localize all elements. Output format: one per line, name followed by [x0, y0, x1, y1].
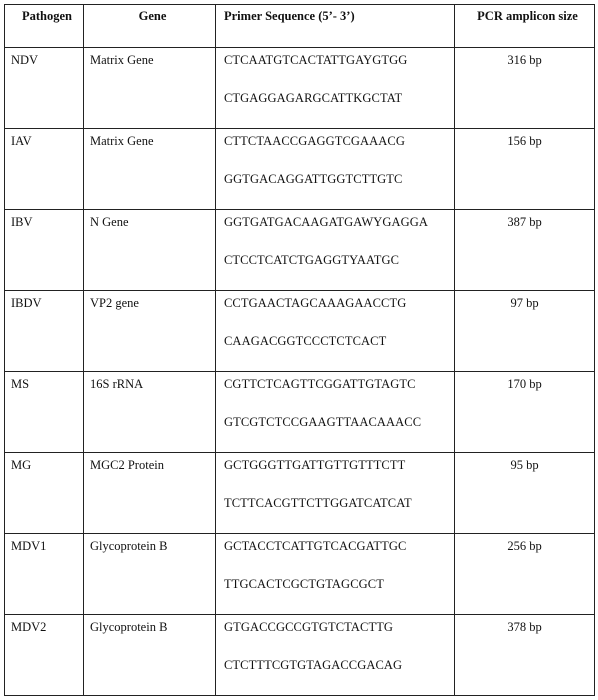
pathogen-cell: IAV	[5, 129, 84, 210]
primer-sequence-cell	[216, 534, 455, 615]
reverse-primer: GTCGTCTCCGAAGTTAACAAACC	[224, 415, 422, 429]
pathogen-cell: MDV2	[5, 615, 84, 696]
reverse-primer: GGTGACAGGATTGGTCTTGTC	[224, 172, 403, 186]
amplicon-size-cell: 170 bp	[455, 372, 595, 453]
primer-sequence-cell	[216, 129, 455, 210]
gene-cell: Matrix Gene	[84, 129, 216, 210]
table-row	[5, 291, 595, 372]
gene-cell: VP2 gene	[84, 291, 216, 372]
forward-primer: CTTCTAACCGAGGTCGAAACG	[224, 134, 405, 148]
reverse-primer: CTGAGGAGARGCATTKGCTAT	[224, 91, 403, 105]
primer-sequence-cell	[216, 48, 455, 129]
reverse-primer: CTCTTTCGTGTAGACCGACAG	[224, 658, 403, 672]
amplicon-size-cell: 256 bp	[455, 534, 595, 615]
forward-primer: CGTTCTCAGTTCGGATTGTAGTC	[224, 377, 416, 391]
pathogen-cell: MDV1	[5, 534, 84, 615]
amplicon-size-cell: 378 bp	[455, 615, 595, 696]
table-row	[5, 615, 595, 696]
forward-primer: CTCAATGTCACTATTGAYGTGG	[224, 53, 408, 67]
primer-table	[4, 4, 595, 696]
forward-primer: CCTGAACTAGCAAAGAACCTG	[224, 296, 407, 310]
table-row	[5, 534, 595, 615]
amplicon-size-cell: 156 bp	[455, 129, 595, 210]
gene-cell: Glycoprotein B	[84, 615, 216, 696]
amplicon-size-cell: 387 bp	[455, 210, 595, 291]
pathogen-cell: NDV	[5, 48, 84, 129]
primer-sequence-cell	[216, 372, 455, 453]
header-pathogen: Pathogen	[5, 5, 84, 48]
reverse-primer: TCTTCACGTTCTTGGATCATCAT	[224, 496, 412, 510]
forward-primer: GCTACCTCATTGTCACGATTGC	[224, 539, 407, 553]
reverse-primer: CTCCTCATCTGAGGTYAATGC	[224, 253, 400, 267]
header-amplicon-size: PCR amplicon size	[455, 5, 595, 48]
gene-cell: MGC2 Protein	[84, 453, 216, 534]
gene-cell: N Gene	[84, 210, 216, 291]
table-header	[5, 5, 595, 48]
amplicon-size-cell: 316 bp	[455, 48, 595, 129]
forward-primer: GTGACCGCCGTGTCTACTTG	[224, 620, 394, 634]
gene-cell: Matrix Gene	[84, 48, 216, 129]
primer-sequence-cell	[216, 210, 455, 291]
reverse-primer: TTGCACTCGCTGTAGCGCT	[224, 577, 384, 591]
table-row	[5, 372, 595, 453]
forward-primer: GCTGGGTTGATTGTTGTTTCTT	[224, 458, 406, 472]
table-row	[5, 453, 595, 534]
gene-cell: Glycoprotein B	[84, 534, 216, 615]
table-body	[5, 48, 595, 696]
amplicon-size-cell: 95 bp	[455, 453, 595, 534]
table-row	[5, 129, 595, 210]
table-row	[5, 210, 595, 291]
primer-sequence-cell	[216, 291, 455, 372]
header-primer-sequence: Primer Sequence (5’- 3’)	[216, 5, 455, 48]
pathogen-cell: IBV	[5, 210, 84, 291]
gene-cell: 16S rRNA	[84, 372, 216, 453]
forward-primer: GGTGATGACAAGATGAWYGAGGA	[224, 215, 429, 229]
reverse-primer: CAAGACGGTCCCTCTCACT	[224, 334, 387, 348]
pathogen-cell: MG	[5, 453, 84, 534]
amplicon-size-cell: 97 bp	[455, 291, 595, 372]
table-row	[5, 48, 595, 129]
pathogen-cell: IBDV	[5, 291, 84, 372]
pathogen-cell: MS	[5, 372, 84, 453]
header-gene: Gene	[84, 5, 216, 48]
primer-sequence-cell	[216, 453, 455, 534]
header-row	[5, 5, 595, 48]
primer-sequence-cell	[216, 615, 455, 696]
